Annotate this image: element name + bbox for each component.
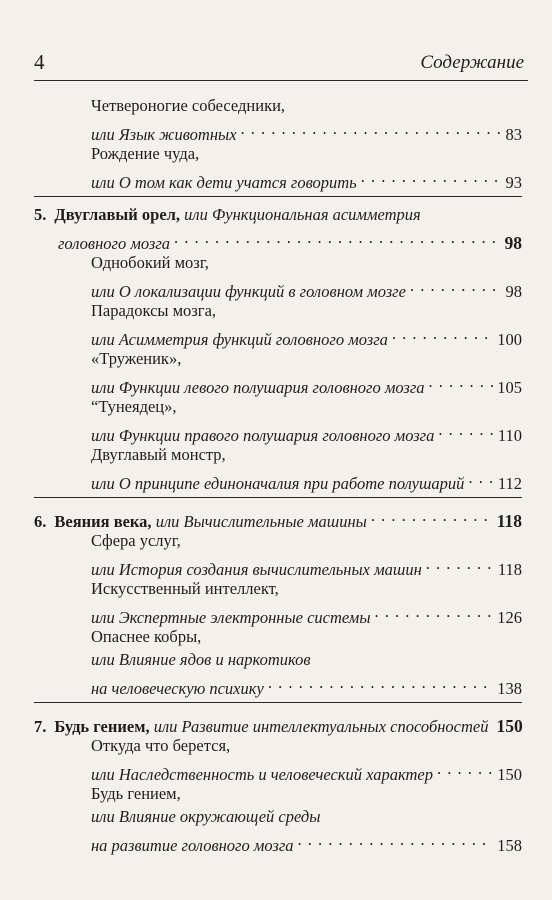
entry-subtitle: или Функции правого полушария головного мозга (91, 426, 435, 445)
entry-subtitle: или Функции левого полушария головного мозга (91, 378, 425, 397)
section-divider (34, 196, 522, 197)
entry-subtitle: или Асимметрия функций головного мозга (91, 330, 388, 349)
toc-entry (34, 395, 522, 445)
entry-title: Сфера услуг, (91, 531, 181, 550)
toc-entry (34, 625, 522, 698)
dot-leader (410, 274, 502, 297)
entry-title: Однобокий мозг, (91, 253, 209, 272)
toc-entry (34, 734, 522, 784)
toc-entry (34, 251, 522, 301)
chapter-6 (34, 504, 522, 698)
toc-entry (34, 299, 522, 349)
entry-page: 105 (497, 378, 522, 397)
entry-page: 118 (497, 560, 522, 579)
entry-subtitle: или История создания вычислительных машин (91, 560, 422, 579)
entry-subtitle: или Язык животных (91, 125, 237, 144)
dot-leader (174, 226, 500, 249)
entry-title: «Труженик», (91, 349, 182, 368)
entry-title: “Тунеядец», (91, 397, 177, 416)
dot-leader (392, 322, 493, 345)
entry-page: 150 (497, 765, 522, 784)
dot-leader (375, 600, 494, 623)
dot-leader (426, 552, 494, 575)
chapter-5 (34, 203, 522, 493)
entry-title: Двуглавый монстр, (91, 445, 226, 464)
entry-title: Будь гением, (91, 784, 181, 803)
dot-leader (241, 117, 502, 140)
entry-title: Откуда что берется, (91, 736, 231, 755)
table-of-contents (34, 92, 523, 855)
dot-leader (429, 370, 494, 393)
entry-subtitle: или Экспертные электронные системы (91, 608, 371, 627)
entry-page: 138 (497, 679, 522, 698)
dot-leader (371, 504, 493, 527)
entry-subtitle-cont: на развитие головного мозга (91, 836, 294, 855)
chapter-page: 118 (496, 511, 522, 531)
toc-entry (34, 529, 522, 579)
page-header (34, 50, 528, 81)
entry-page: 98 (505, 282, 522, 301)
chapter-subtitle: или Развитие интеллектуальных способностей (153, 717, 489, 736)
dot-leader (268, 671, 493, 694)
chapter-number: 7. (34, 717, 47, 736)
entry-page: 126 (497, 608, 522, 627)
toc-entry (34, 443, 522, 493)
chapter-page: 98 (504, 233, 522, 253)
chapter-title: Двуглавый орел, (54, 205, 181, 224)
chapter-title: Веяния века, (54, 512, 152, 531)
chapter-subtitle-cont: головного мозга (58, 234, 171, 253)
toc-entry (34, 94, 522, 144)
dot-leader (437, 757, 493, 780)
entry-page: 112 (497, 474, 522, 493)
entry-title: Четвероногие собеседники, (91, 96, 286, 115)
toc-entry (34, 347, 522, 397)
entry-page: 83 (505, 125, 522, 144)
chapter-subtitle: или Вычислительные машины (155, 512, 367, 531)
entry-subtitle: или Влияние ядов и наркотиков (91, 650, 311, 669)
entry-title: Рождение чуда, (91, 144, 200, 163)
entry-page: 158 (497, 836, 522, 855)
entry-page: 110 (497, 426, 522, 445)
chapter-page: 150 (496, 716, 523, 736)
entry-subtitle: или О локализации функций в головном мозге (91, 282, 406, 301)
entry-subtitle-cont: на человеческую психику (91, 679, 264, 698)
dot-leader (298, 828, 494, 851)
chapter-7 (34, 709, 523, 855)
entry-page: 100 (497, 330, 522, 349)
chapter-title: Будь гением, (54, 717, 150, 736)
section-divider (34, 702, 522, 703)
entry-subtitle: или О том как дети учатся говорить (91, 173, 357, 192)
page-number: 4 (34, 50, 45, 74)
chapter-number: 5. (34, 205, 47, 224)
toc-entry (34, 782, 522, 855)
toc-entry (34, 142, 522, 192)
entry-title: Опаснее кобры, (91, 627, 202, 646)
dot-leader (468, 466, 493, 489)
entry-subtitle: или О принципе единоначалия при работе полушарий (91, 474, 465, 493)
section-divider (34, 497, 522, 498)
toc-entry (34, 577, 522, 627)
entry-title: Искусственный интеллект, (91, 579, 279, 598)
running-title: Содержание (420, 52, 524, 73)
chapter-number: 6. (34, 512, 47, 531)
chapter-subtitle: или Функциональная асимметрия (184, 205, 421, 224)
entry-subtitle: или Влияние окружающей среды (91, 807, 321, 826)
dot-leader (438, 418, 494, 441)
entry-title: Парадоксы мозга, (91, 301, 217, 320)
dot-leader (361, 165, 502, 188)
entry-subtitle: или Наследственность и человеческий характер (91, 765, 433, 784)
entry-page: 93 (505, 173, 522, 192)
